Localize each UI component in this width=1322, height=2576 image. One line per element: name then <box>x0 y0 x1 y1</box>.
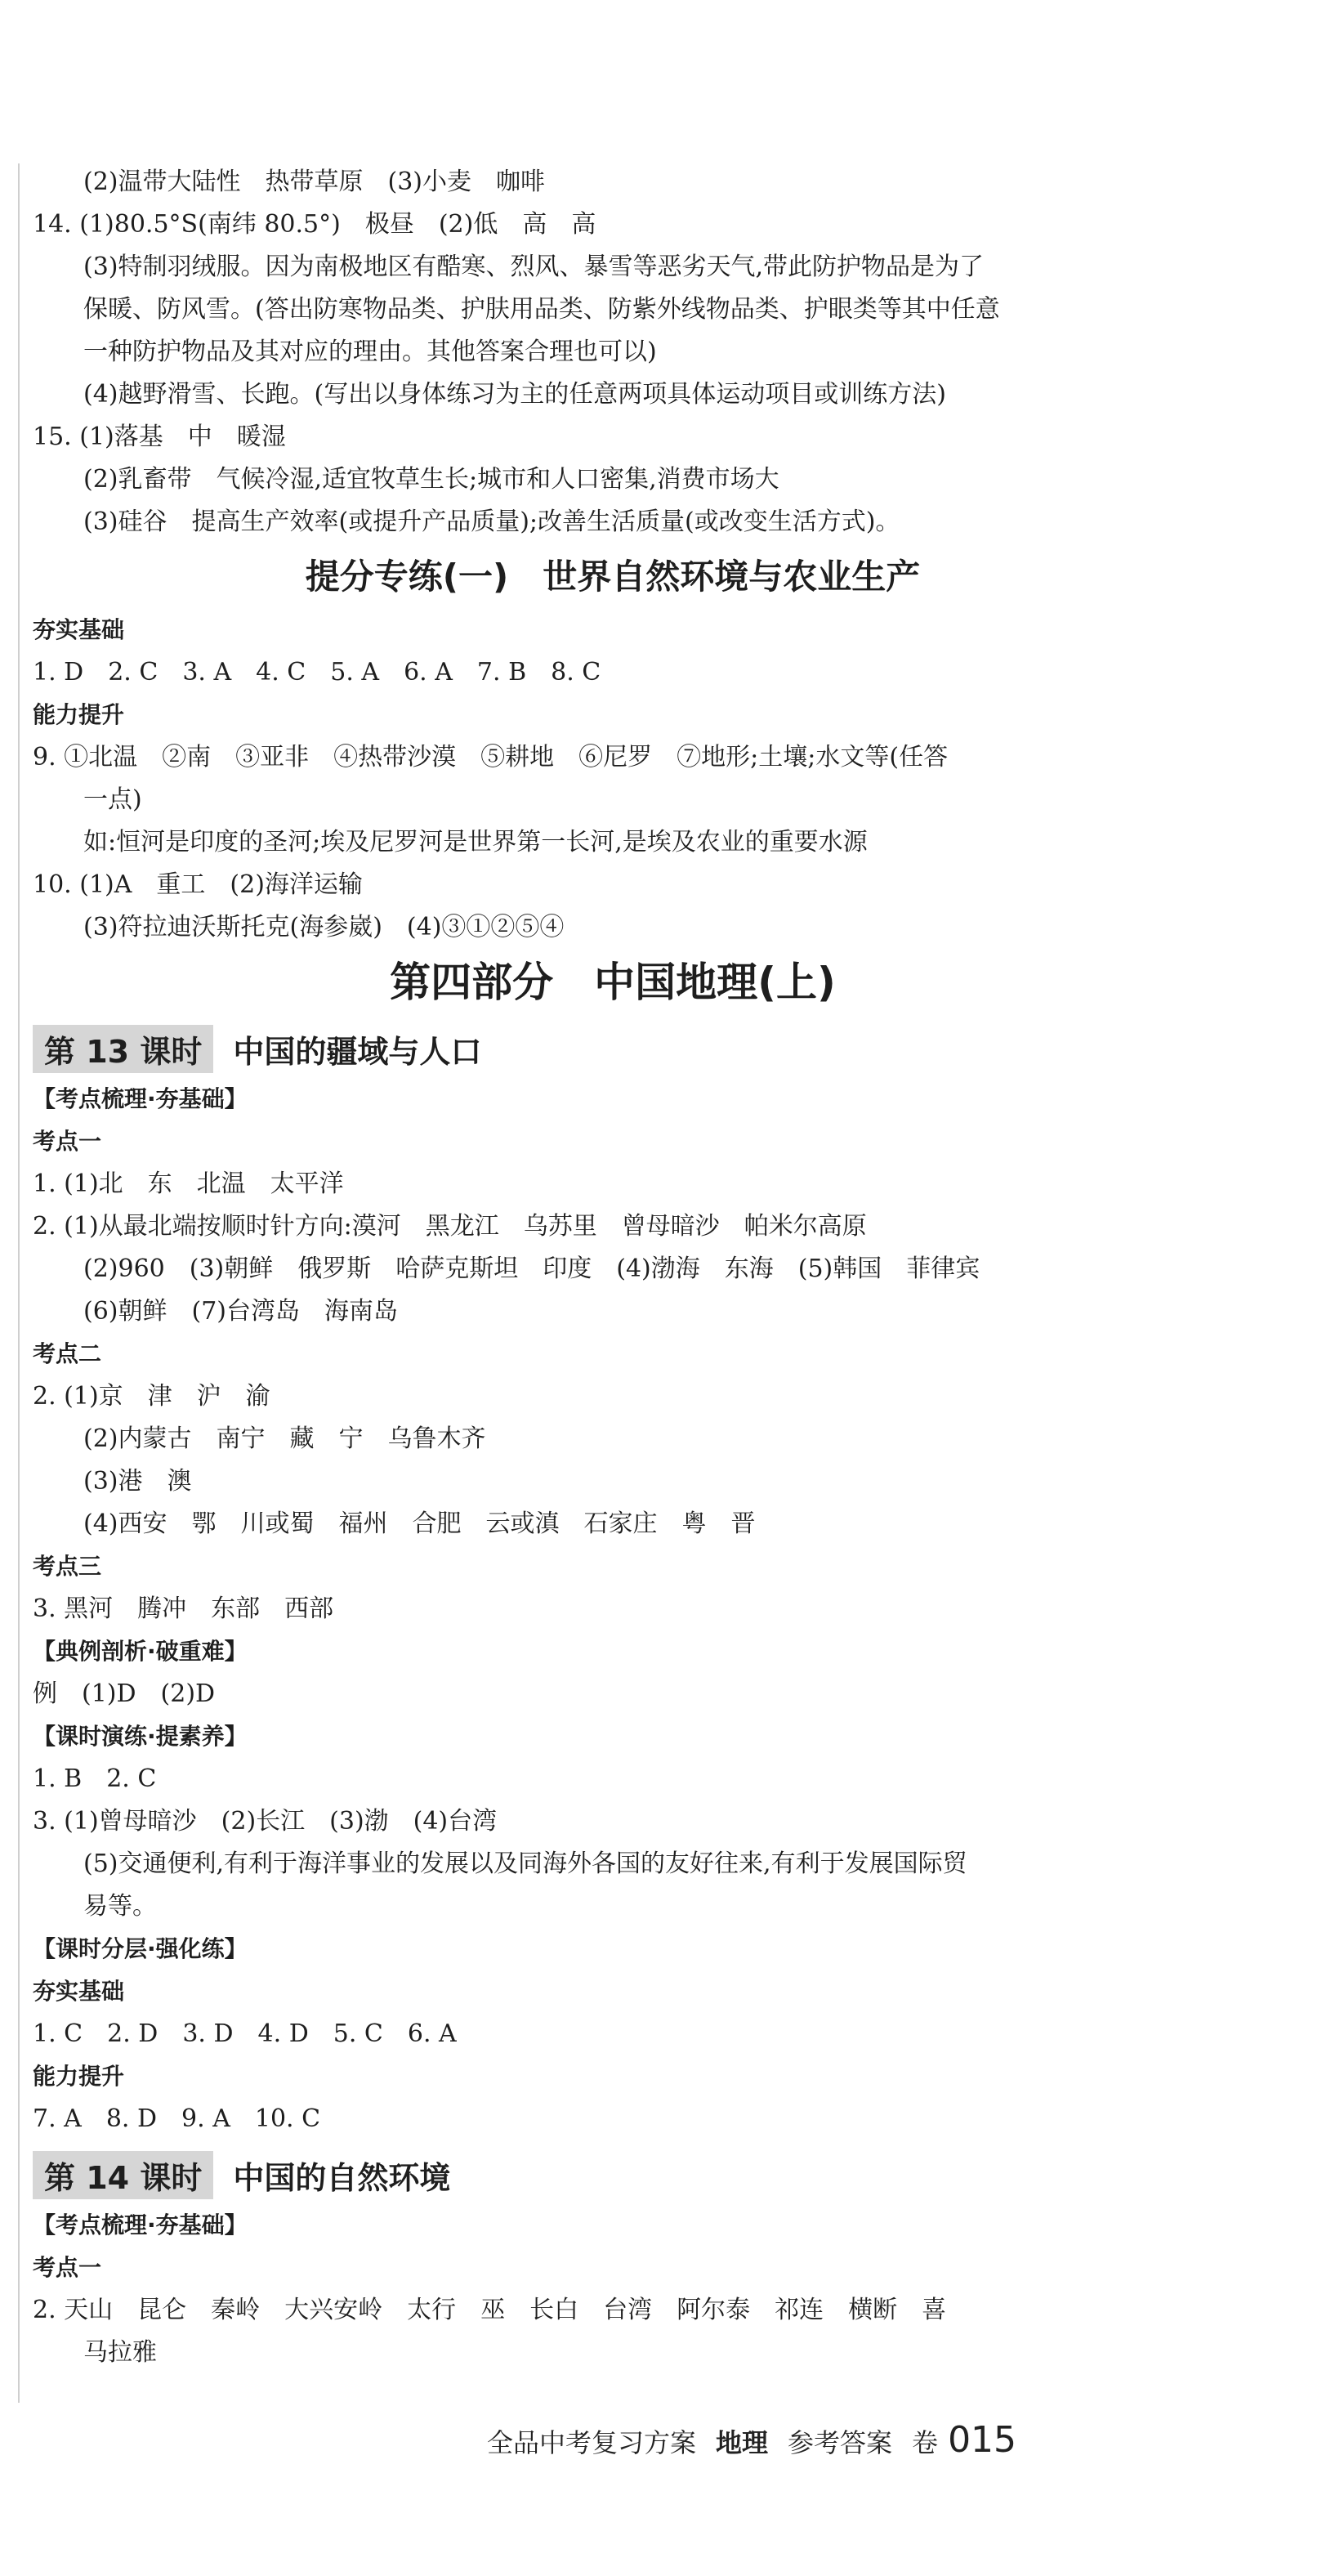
answer-line: 14. (1)80.5°S(南纬 80.5°) 极昼 (2)低 高 高 <box>33 210 596 239</box>
answer-line: (4)越野滑雪、长跑。(写出以身体练习为主的任意两项具体运动项目或训练方法) <box>83 380 946 409</box>
subject-label: 地理 <box>716 2427 769 2458</box>
answer-line: 一种防护物品及其对应的理由。其他答案合理也可以) <box>83 338 657 366</box>
answer-line: (3)特制羽绒服。因为南极地区有酷寒、烈风、暴雪等恶劣天气,带此防护物品是为了 <box>83 253 985 281</box>
block-heading: 【考点梳理·夯基础】 <box>33 1085 248 1112</box>
answer-line: 1. (1)北 东 北温 太平洋 <box>33 1169 344 1198</box>
lesson-heading <box>33 1018 1095 1079</box>
answer-line: 2. (1)京 津 沪 渝 <box>33 1382 270 1411</box>
answer-line: (3)硅谷 提高生产效率(或提升产品质量);改善生活质量(或改变生活方式)。 <box>83 508 900 536</box>
answer-line: (3)港 澳 <box>83 1467 192 1496</box>
answer-line: (2)内蒙古 南宁 藏 宁 乌鲁木齐 <box>83 1424 486 1453</box>
block-heading: 【考点梳理·夯基础】 <box>33 2212 248 2238</box>
lesson-heading <box>33 2144 1095 2205</box>
answer-line: 例 (1)D (2)D <box>33 1679 216 1708</box>
block-heading: 【课时演练·提素养】 <box>33 1723 248 1750</box>
answer-line: 15. (1)落基 中 暖湿 <box>33 423 286 451</box>
answer-line: 10. (1)A 重工 (2)海洋运输 <box>33 870 363 899</box>
answer-line: 1. D 2. C 3. A 4. C 5. A 6. A 7. B 8. C <box>33 658 601 686</box>
answer-line: 易等。 <box>83 1892 157 1921</box>
section-title: 提分专练(一) 世界自然环境与农业生产 <box>305 557 921 597</box>
point-label: 考点三 <box>33 1553 102 1580</box>
page-footer <box>487 2419 1016 2461</box>
answer-line: 3. (1)曾母暗沙 (2)长江 (3)渤 (4)台湾 <box>33 1807 498 1836</box>
subsection-label: 能力提升 <box>33 701 125 728</box>
answer-line: 马拉雅 <box>83 2338 157 2367</box>
answer-line: (4)西安 鄂 川或蜀 福州 合肥 云或滇 石家庄 粤 晋 <box>83 1509 756 1538</box>
answer-line: (2)960 (3)朝鲜 俄罗斯 哈萨克斯坦 印度 (4)渤海 东海 (5)韩国 菲律宾 <box>83 1254 980 1283</box>
subsection-label: 夯实基础 <box>33 1978 125 2005</box>
block-heading: 【课时分层·强化练】 <box>33 1935 248 1962</box>
answer-line: 1. C 2. D 3. D 4. D 5. C 6. A <box>33 2019 457 2048</box>
lesson-title: 中国的疆域与人口 <box>233 1033 482 1070</box>
book-title: 全品中考复习方案 <box>487 2427 697 2458</box>
answer-line: 一点) <box>83 785 142 814</box>
answer-line: 3. 黑河 腾冲 东部 西部 <box>33 1594 334 1623</box>
page-content <box>33 162 1095 2375</box>
answer-line: 1. B 2. C <box>33 1764 157 1793</box>
answer-line: 如:恒河是印度的圣河;埃及尼罗河是世界第一长河,是埃及农业的重要水源 <box>83 828 868 856</box>
answer-line: (2)温带大陆性 热带草原 (3)小麦 咖啡 <box>83 168 545 196</box>
point-label: 考点二 <box>33 1340 102 1367</box>
lesson-number-tag: 第 13 课时 <box>33 1025 213 1073</box>
answer-line: 2. 天山 昆仑 秦岭 大兴安岭 太行 巫 长白 台湾 阿尔泰 祁连 横断 喜 <box>33 2296 947 2324</box>
lesson-number-tag: 第 14 课时 <box>33 2151 213 2199</box>
page-number: 015 <box>948 2419 1017 2461</box>
answer-line: (2)乳畜带 气候冷湿,适宜牧草生长;城市和人口密集,消费市场大 <box>83 465 779 494</box>
subsection-label: 夯实基础 <box>33 616 125 643</box>
part-title: 第四部分 中国地理(上) <box>390 959 836 1006</box>
subsection-label: 能力提升 <box>33 2063 125 2090</box>
answer-line: (5)交通便利,有利于海洋事业的发展以及同海外各国的友好往来,有利于发展国际贸 <box>83 1849 967 1878</box>
block-heading: 【典例剖析·破重难】 <box>33 1638 248 1665</box>
answer-line: 2. (1)从最北端按顺时针方向:漠河 黑龙江 乌苏里 曾母暗沙 帕米尔高原 <box>33 1212 867 1241</box>
volume-label: 卷 <box>912 2427 939 2458</box>
point-label: 考点一 <box>33 2254 102 2281</box>
answers-label: 参考答案 <box>788 2427 893 2458</box>
lesson-title: 中国的自然环境 <box>233 2159 451 2196</box>
answer-line: 9. ①北温 ②南 ③亚非 ④热带沙漠 ⑤耕地 ⑥尼罗 ⑦地形;土壤;水文等(任答 <box>33 743 949 771</box>
point-label: 考点一 <box>33 1128 102 1155</box>
answer-line: 保暖、防风雪。(答出防寒物品类、护肤用品类、防紫外线物品类、护眼类等其中任意 <box>83 295 1000 324</box>
answer-line: (6)朝鲜 (7)台湾岛 海南岛 <box>83 1297 398 1326</box>
answer-line: 7. A 8. D 9. A 10. C <box>33 2104 321 2133</box>
answer-line: (3)符拉迪沃斯托克(海参崴) (4)③①②⑤④ <box>83 913 565 941</box>
margin-rule <box>18 163 20 2403</box>
